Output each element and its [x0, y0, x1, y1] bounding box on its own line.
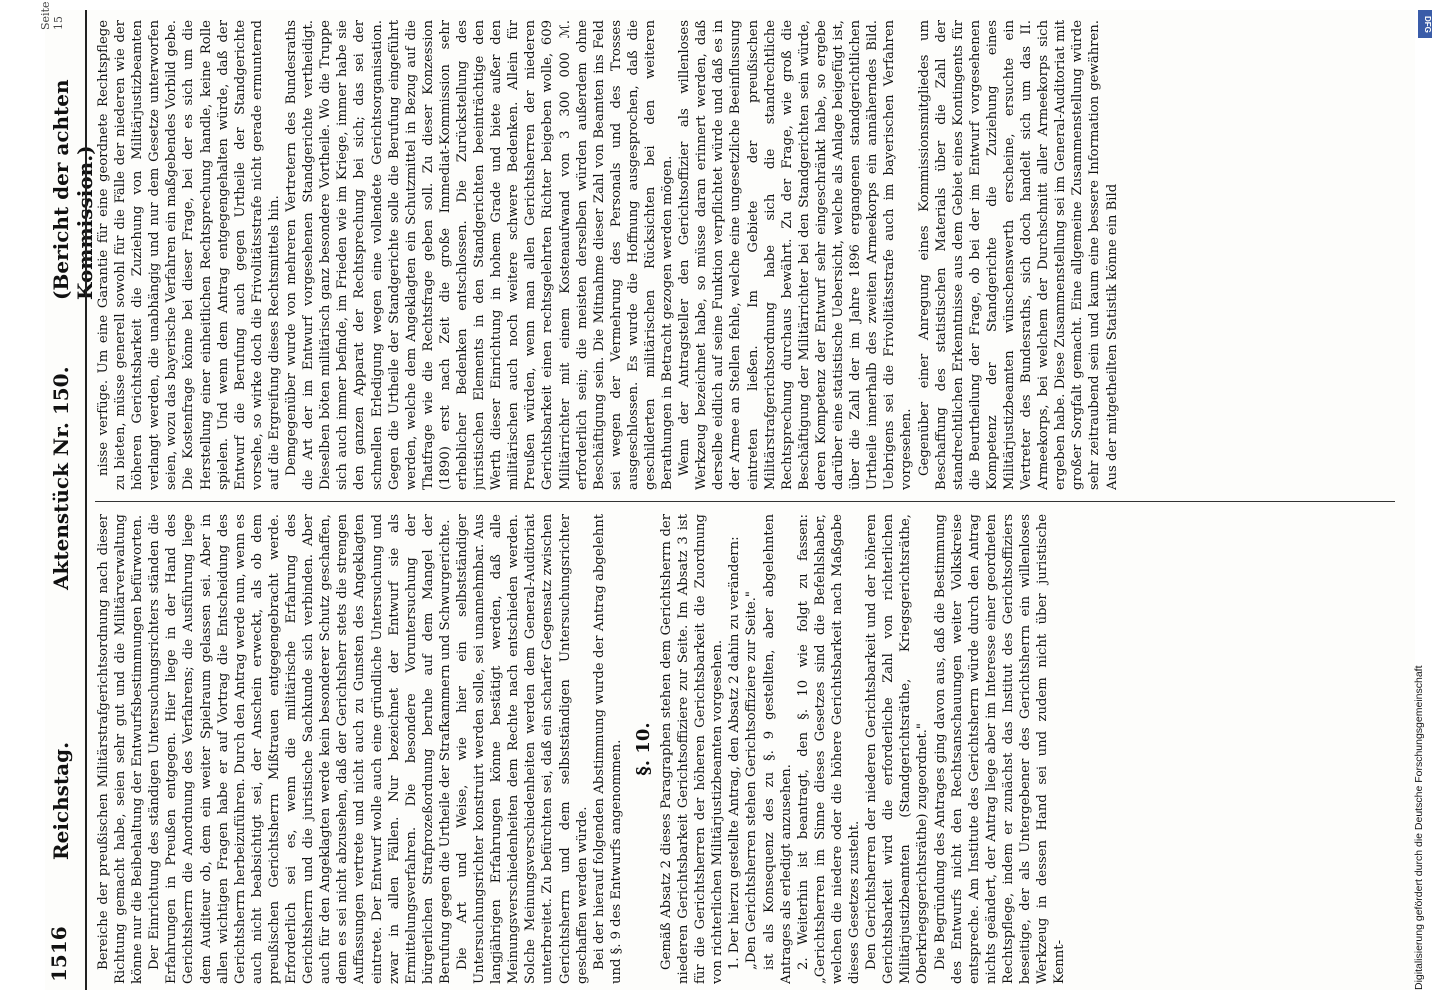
- left-paragraph: Die Art und Weise, wie hier ein selbstständiger Untersuchungsrichter konstruirt werden solle, sei unannehmbar. Aus langjährigen Erfahrungen könne bestätigt werden, daß alle Meinungsverschiedenheiten dem Rechte nach entschieden werden. Solche Meinungsverschiedenheiten werden dem General-Auditoriat unterbreitet. Zu befürchten sei, daß ein scharfer Gegensatz zwischen Gerichtsherrn und dem selbstständigen Untersuchungsrichter geschaffen werden würde.: [454, 514, 590, 984]
- left-paragraph: Bereiche der preußischen Militärstrafgerichtsordnung nach dieser Richtung gemacht habe, seien sehr gut und die Militärverwaltung könne nur die Beibehaltung der Entwurfsbestimmungen befürworten.: [96, 514, 146, 984]
- left-paragraph: Der Einrichtung des ständigen Untersuchungsrichters ständen die Erfahrungen in Preußen entgegen. Hier liege in der Hand des Gerichtsherrn die Anordnung des Verfahrens; die Ausführung liege dem Auditeur ob, dem ein weiter Spielraum gelassen sei. Aber in allen wichtigen Fragen habe er auf Vortrag die Entscheidung des Gerichtsherrn herbeizuführen. Durch den Antrag werde nun, wenn es auch nicht beabsichtigt sei, der Anschein erweckt, als ob dem preußischen Gerichtsherrn Mißtrauen entgegengebracht werde. Erforderlich sei es, wenn die militärische Erfahrung des Gerichtsherrn und die juristische Sachkunde sich verbinden. Aber auch für den Angeklagten werde kein besonderer Schutz geschaffen, denn es sei nicht abzusehen, daß der Gerichtsherr stets die strengen Auffassungen vertrete und nicht auch zu Gunsten des Angeklagten eintrete. Der Entwurf wolle auch eine gründliche Untersuchung und zwar in allen Fällen. Nur bezeichnet der Entwurf sie als Ermittelungsverfahren. Die besondere Voruntersuchung der bürgerlichen Strafprozeßordnung beruhe auf dem Mangel der Berufung gegen die Urtheile der Strafkammern und Schwurgerichte.: [147, 514, 453, 984]
- left-paragraph: Gemäß Absatz 2 dieses Paragraphen stehen dem Gerichtsherrn der niederen Gerichtsbarkeit Gerichtsoffiziere zur Seite. Im Absatz 3 ist für die Gerichtsherren der höheren Gerichtsbarkeit die Zuordnung von richterlichen Militärjustizbeamten vorgesehen.: [659, 514, 726, 984]
- page-header: [39, 1, 97, 990]
- header-center-title: Aktenstück Nr. 150.: [49, 366, 73, 590]
- dfg-logo: DFG: [1418, 10, 1432, 38]
- right-paragraph: nisse verfüge. Um eine Garantie für eine geordnete Rechtspflege zu bieten, müsse generell sowohl für die Fälle der niederen wie der höheren Gerichtsbarkeit die Zuziehung von Militärjustizbeamten verlangt werden, die unabhängig und nur dem Gesetze unterworfen seien, wozu das bayerische Verfahren ein maßgebendes Vorbild gebe. Die Kostenfrage könne bei dieser Frage, bei der es sich um die Herstellung einer einheitlichen Rechtsprechung handle, keine Rolle spielen. Und wenn dem Antrag entgegengehalten würde, daß der Entwurf die Berufung auch gegen Urtheile der Standgerichte vorsehe, so wirke doch die Frivolitätsstrafe nicht gerade ermunternd auf die Ergreifung dieses Rechtsmittels hin.: [96, 20, 282, 490]
- left-paragraph: ist als Konsequenz des zu §. 9 gestellten, aber abgelehnten Antrages als erledigt anzusehen.: [761, 514, 794, 984]
- right-paragraph: Demgegenüber wurde von mehreren Vertretern des Bundesraths die Art der im Entwurf vorgesehenen Standgerichte vertheidigt. Dieselben böten militärisch ganz besondere Vortheile. Wo die Truppe sich auch immer befinde, im Frieden wie im Kriege, immer habe sie den ganzen Apparat der Rechtsprechung bei sich; das sei der schnellen Erledigung wegen eine vollendete Gerichtsorganisation. Gegen die Urtheile der Standgerichte solle die Berufung eingeführt werden, welche dem Angeklagten ein Schutzmittel in Bezug auf die Thatfrage wie die Rechtsfrage geben soll. Zu dieser Konzession (1890) erst nach Zeit die große Immediat-Kommission sehr erheblicher Bedenken entschlossen. Die Zurückstellung des juristischen Elements in den Standgerichten beeinträchtige den Werth dieser Einrichtung in hohem Grade und biete außer den militärischen auch noch weitere schwere Bedenken. Allein für Preußen würden, wenn man allen Gerichtsherren der niederen Gerichtsbarkeit einen rechtsgelehrten Richter beigeben wolle, 609 Militärrichter mit einem Kostenaufwand von 3 300 000 ℳ. erforderlich sein; die meisten derselben würden außerdem ohne Beschäftigung sein. Die Mitnahme dieser Zahl von Beamten ins Feld sei wegen der Vermehrung des Personals und des Trosses ausgeschlossen. Es wurde die Hoffnung ausgesprochen, daß die geschilderten militärischen Rücksichten bei den weiteren Berathungen in Betracht gezogen werden mögen.: [284, 20, 676, 490]
- header-right-title: (Bericht der achten Kommission.): [49, 79, 97, 300]
- left-paragraph: 1. Der hierzu gestellte Antrag, den Absatz 2 dahin zu verändern:: [727, 536, 743, 970]
- left-column: [95, 514, 1395, 984]
- header-left-title: Reichstag.: [49, 741, 73, 860]
- left-paragraph: Die Begründung des Antrages ging davon aus, daß die Bestimmung des Entwurfs nicht den Rechtsanschauungen weiter Volkskreise entspreche. Am Institute des Gerichtsherrn würde durch den Antrag nichts geändert, der Antrag liege aber im Interesse einer geordneten Rechtspflege, indem er zunächst das Institut des Gerichtsoffiziers beseitige, der als Untergebener des Gerichtsherrn ein willenloses Werkzeug in dessen Hand sei und zudem nicht über juristische Kennt-: [932, 514, 1068, 984]
- margin-note: Seite 15: [39, 1, 65, 30]
- right-paragraph: Wenn der Antragsteller den Gerichtsoffizier als willenloses Werkzeug bezeichnet habe, so müsse daran erinnert werden, daß derselbe eidlich auf seine Funktion verpflichtet würde und daß es in der Armee an Stellen fehle, welche eine ungesetzliche Beeinflussung eintreten ließen. Im Gebiete der preußischen Militärstrafgerichtsordnung habe sich die standrechtliche Rechtsprechung durchaus bewährt. Zu der Frage, wie groß die Beschäftigung der Militärrichter bei den Standgerichten sein würde, deren Kompetenz der Entwurf sehr eingeschränkt habe, so ergebe darüber eine statistische Uebersicht, welche als Anlage beigefügt ist, über die Zahl der im Jahre 1896 ergangenen standgerichtlichen Urtheile innerhalb des zweiten Armeekorps ein annäherndes Bild. Uebrigens sei die Frivolitätsstrafe auch im bayerischen Verfahren vorgesehen.: [677, 20, 915, 490]
- left-paragraph: „Den Gerichtsherren stehen Gerichtsoffiziere zur Seite.": [744, 591, 760, 970]
- left-paragraph: 2. Weiterhin ist beantragt, den §. 10 wie folgt zu fassen: „Gerichtsherren im Sinne dieses Gesetzes sind die Befehlshaber, welchen die niedere oder die höhere Gerichtsbarkeit nach Maßgabe dieses Gesetzes zusteht.: [795, 514, 863, 984]
- header-rule: [85, 10, 87, 990]
- column-divider: [95, 501, 1395, 502]
- right-paragraph: Gegenüber einer Anregung eines Kommissionsmitgliedes um Beschaffung des statistischen Materials über die Zahl der standrechtlichen Erkenntnisse aus dem Gebiet eines Kontingents für die Beurtheilung der Frage, ob bei der im Entwurf vorgesehenen Kompetenz der Standgerichte die Zuziehung eines Militärjustizbeamten wünschenswerth erscheine, ersuchte ein Vertreter des Bundesraths, sich doch handelt sich um das II. Armeekorps, bei welchem der Durchschnitt aller Armeekorps sich ergeben habe. Diese Zusammenstellung sei im General-Auditoriat mit großer Sorgfalt gemacht. Eine allgemeine Zusammenstellung würde sehr zeitraubend sein und kaum eine bessere Information gewähren. Aus der mitgetheilten Statistik könne ein Bild: [916, 20, 1120, 490]
- left-paragraph: Den Gerichtsherren der niederen Gerichtsbarkeit und der höheren Gerichtsbarkeit wird die erforderliche Zahl von richterlichen Militärjustizbeamten (Standgerichtsräthe, Kriegsgerichtsräthe, Oberkriegsgerichtsräthe) zugeordnet.": [864, 514, 931, 984]
- rotated-page: [39, 1, 1415, 990]
- right-column: [95, 20, 1395, 490]
- section-heading: §. 10.: [632, 722, 654, 776]
- digitization-credit: Digitalisierung gefördert durch die Deutsche Forschungsgemeinschaft: [1413, 665, 1425, 990]
- page-number: 1516: [47, 926, 71, 982]
- left-paragraph: Bei der hierauf folgenden Abstimmung wurde der Antrag abgelehnt und §. 9 des Entwurfs angenommen.: [591, 514, 624, 984]
